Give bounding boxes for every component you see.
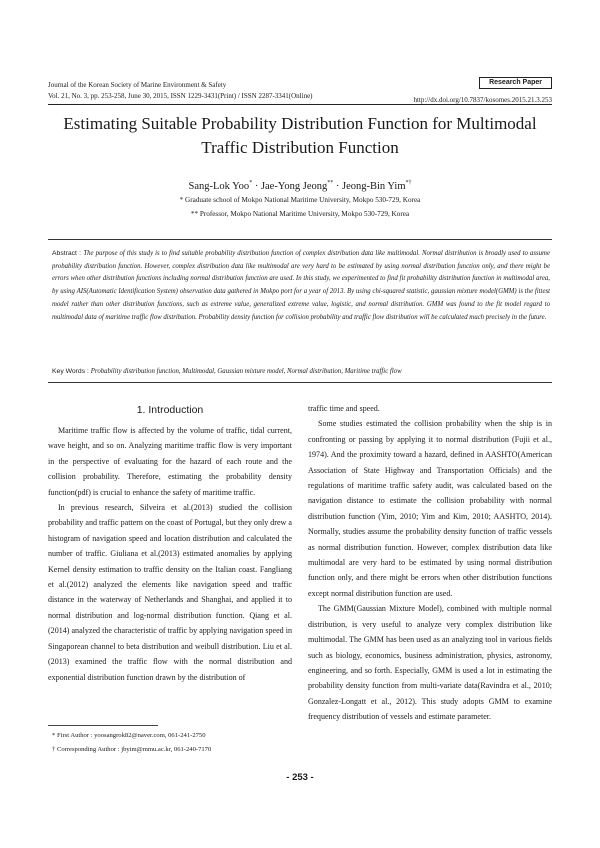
affiliation: * Graduate school of Mokpo National Maritime University, Mokpo 530-729, Korea [179, 196, 421, 204]
author-mark: *† [405, 180, 412, 186]
abstract-bottom-rule [48, 382, 552, 383]
body-paragraph: Maritime traffic flow is affected by the volume of traffic, tidal current, wave height, and so on. Analyzing maritime traffic flow is very important in the perspective of evaluating for the hazard of each route and the collision probability. Therefore, estimating the probability density function(pdf) is crucial to enhance the safety of maritime traffic. [48, 426, 292, 497]
abstract-block [52, 248, 550, 324]
keywords-block [52, 366, 550, 378]
page-number: - 253 - [286, 772, 314, 783]
author-name: Sang-Lok Yoo [188, 181, 250, 192]
author-name: Jae-Yong Jeong [260, 181, 328, 192]
doi-link[interactable]: http://dx.doi.org/10.7837/kosomes.2015.21.3.253 [413, 96, 552, 104]
left-column [48, 423, 292, 685]
keywords-label: Key Words : [52, 368, 91, 375]
footnote-first-author: * First Author : yoosangrok82@naver.com, 061-241-2750 [52, 732, 206, 739]
section-heading: 1. Introduction [136, 404, 204, 416]
volume-info: Vol. 21, No. 3, pp. 253-258, June 30, 2015, ISSN 1229-3431(Print) / ISSN 2287-3341(Online) [48, 92, 313, 100]
header-rule [48, 104, 552, 105]
research-paper-badge: Research Paper [479, 77, 552, 89]
author-separator: · [252, 181, 261, 192]
body-paragraph: The GMM(Gaussian Mixture Model), combined with multiple normal distribution, is very useful to analyze very complex distribution like multimodal. The GMM has been used as an analyzing tool in various fields such as biology, economics, business administration, physics, astronomy, engineering, and so forth. Especially, GMM is used a lot in estimating the probability density function from multi-variate data(Ravindra et al., 2010; Gonzalez-Longatt et al., 2012). This study adopts GMM to examine frequency distribution of vessels and estimate parameter. [308, 604, 552, 722]
body-paragraph: Some studies estimated the collision probability when the ship is in confronting or passing by applying it to normal distribution (Fujii et al., 1974). And the proximity toward a hazard, defined in AASHTO(American Association of State Highway and Transportation Officials) and the regulations of maritime traffic safety audit, was calculated based on the navigation distance to estimate the collision probability with normal distribution function (Yim, 2010; Yim and Kim, 2010; AASHTO, 2014). Normally, studies assume the probability density function of traffic vessels as normal distribution function. However, complex distribution data like multimodal are very hard to be estimated by using normal distribution function only, and there might be errors when other distribution functions except normal distribution function are used. [308, 419, 552, 598]
keywords-text: Probability distribution function, Multimodal, Gaussian mixture model, Normal distribution, Maritime traffic flow [90, 368, 402, 375]
abstract-top-rule [48, 239, 552, 240]
body-paragraph: traffic time and speed. [308, 404, 380, 413]
journal-name: Journal of the Korean Society of Marine Environment & Safety [48, 81, 227, 89]
footnote-corresponding-author: † Corresponding Author : jbyim@mmu.ac.kr, 061-240-7170 [52, 745, 212, 753]
abstract-label: Abstract : [52, 250, 84, 257]
body-paragraph: In previous research, Silveira et al.(2013) studied the collision probability and traffic pattern on the coast of Portugal, but they only drew a histogram of navigation speed and location distribution and calculated the number of traffic. Giuliana et al.(2013) estimated anomalies by applying Kernel density estimation to traffic density on the Italian coast. Fangliang et al.(2012) analyzed the elements like navigation speed and traffic distance in the waterway of Netherlands and Shanghai, and applied it to normal distribution and log-normal distribution function. Qiang et al.(2014) analyzed the characteristic of traffic by applying navigation speed in Singaporean channel to beta distribution and weibull distribution. Liu et al.(2013) examined the traffic flow with the normal distribution and exponential distribution function drawn by the distribution of [48, 503, 292, 682]
abstract-text: The purpose of this study is to find suitable probability distribution function of complex distribution data like multimodal. Normal distribution is broadly used to assume probability distribution function. However, complex distribution data like multimodal are very hard to be estimated by using normal distribution function only, and there might be errors when other distribution functions including normal distribution function are used. In this study, we experimented to find fit probability distribution function in multimodal area, by using AIS(Automatic Identification System) observation data gathered in Mokpo port for a year of 2013. By using chi-squared statistic, gaussian mixture model(GMM) is the fittest model rather than other distribution functions, such as extreme value, generalized extreme value, logistic, and normal distribution. GMM was found to the fit model regard to multimodal data of maritime traffic flow distribution. Probability density function for collision probability and traffic flow distribution will be calculated much precisely in the future. [52, 250, 550, 321]
paper-title: Estimating Suitable Probability Distribution Function for Multimodal Traffic Distribution Function [63, 114, 537, 157]
affiliation: ** Professor, Mokpo National Maritime University, Mokpo 530-729, Korea [190, 210, 410, 218]
author-list [48, 176, 552, 194]
author-name: Jeong-Bin Yim [342, 181, 406, 192]
author-mark: * [249, 180, 253, 186]
header-right [342, 77, 552, 106]
footnote-rule [48, 725, 158, 726]
right-column [308, 401, 552, 725]
footnotes [52, 729, 292, 756]
author-mark: ** [327, 180, 334, 186]
author-separator: · [333, 181, 342, 192]
